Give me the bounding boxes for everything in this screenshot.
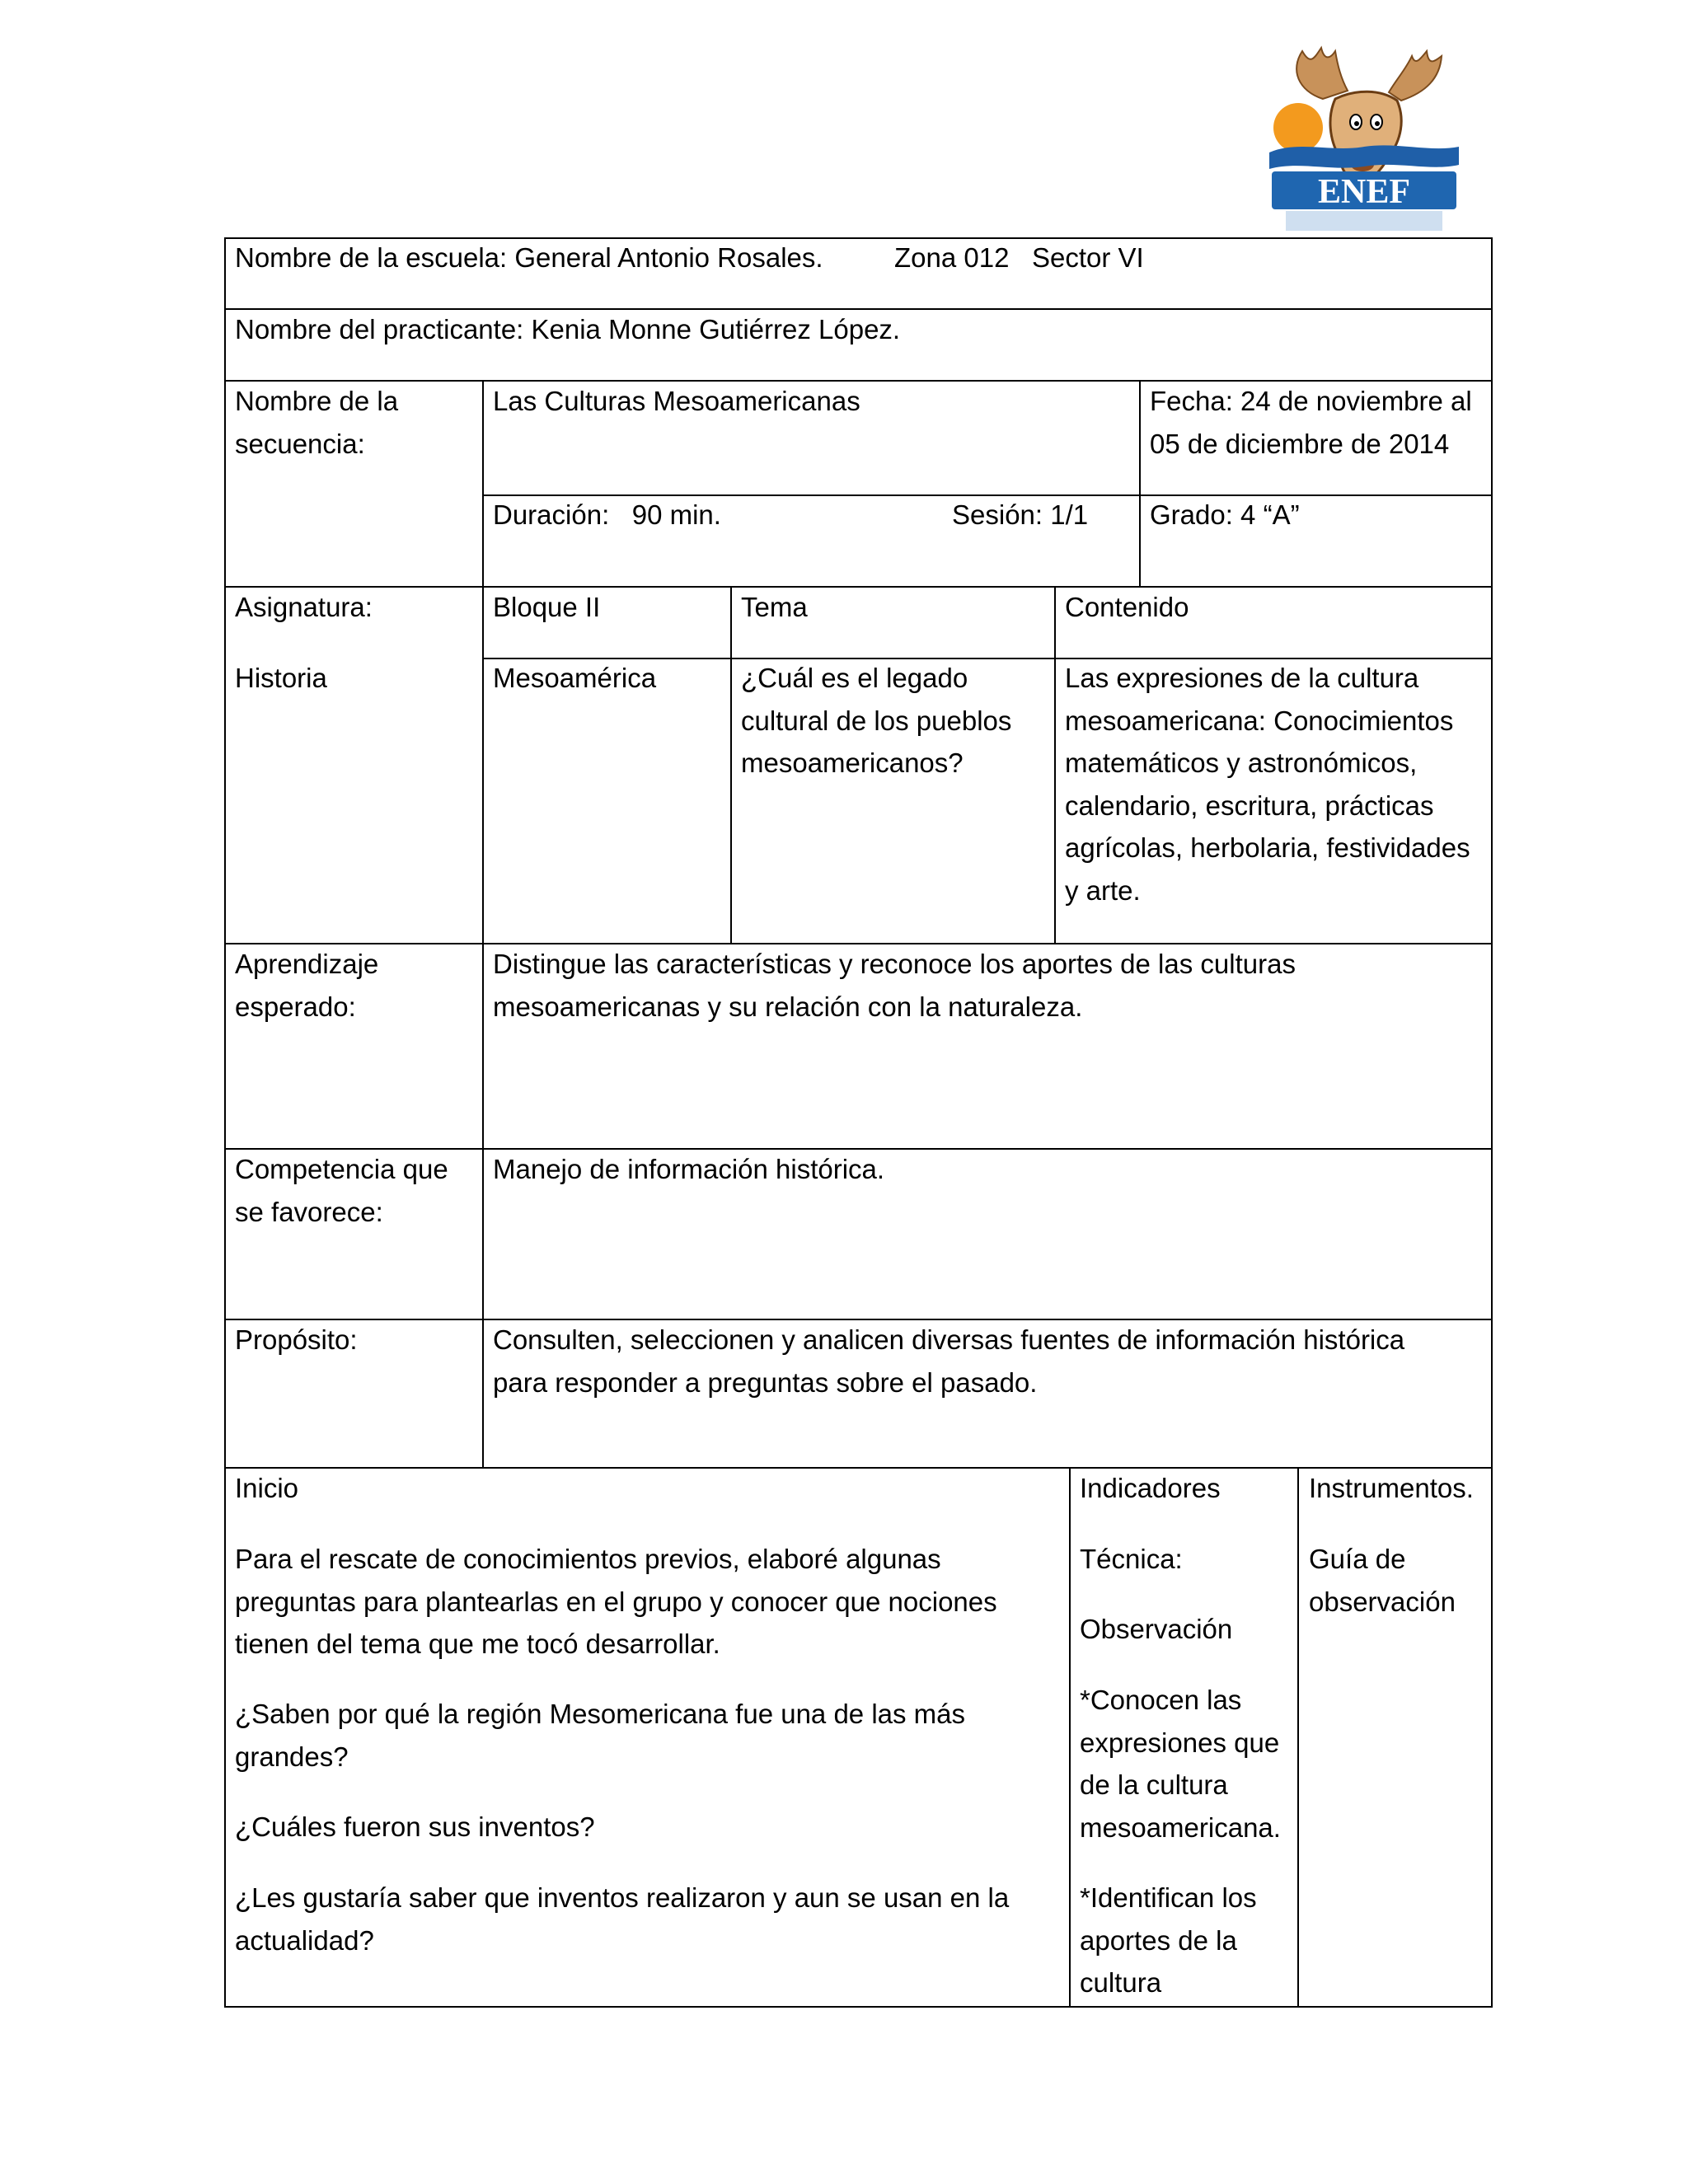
moose-logo-icon <box>1265 41 1463 232</box>
proposito-value: Consulten, seleccionen y analicen diversas fuentes de información histórica para responder a preguntas sobre el pasado. <box>493 1324 1405 1398</box>
aprendizaje-label: Aprendizaje esperado: <box>235 949 379 1022</box>
inicio-question-1: ¿Saben por qué la región Mesomericana fue una de las más grandes? <box>235 1699 966 1772</box>
proposito-label: Propósito: <box>235 1324 358 1355</box>
fecha: Fecha: 24 de noviembre al 05 de diciembre de 2014 <box>1150 386 1472 459</box>
tecnica-label: Técnica: <box>1080 1544 1183 1574</box>
asignatura-value: Historia <box>235 663 327 693</box>
contenido-value: Las expresiones de la cultura mesoamericana: Conocimientos matemáticos y astronómicos, calendario, escritura, prácticas agrícolas, herbolaria, festividades y arte. <box>1065 663 1470 906</box>
tecnica-value: Observación <box>1080 1614 1233 1644</box>
asignatura-label: Asignatura: <box>235 592 373 622</box>
secuencia-name: Las Culturas Mesoamericanas <box>493 386 860 416</box>
competencia-value: Manejo de información histórica. <box>493 1154 885 1184</box>
indicadores-title: Indicadores <box>1080 1473 1221 1503</box>
aprendizaje-value: Distingue las características y reconoce los aportes de las culturas mesoamericanas y su relación con la naturaleza. <box>493 949 1296 1022</box>
indicador-2: *Identifican los aportes de la cultura <box>1080 1882 1257 1998</box>
inicio-title: Inicio <box>235 1473 299 1503</box>
instrumentos-title: Instrumentos. <box>1309 1473 1474 1503</box>
school-name: Nombre de la escuela: General Antonio Rosales. <box>235 242 823 273</box>
practicante-name: Nombre del practicante: Kenia Monne Gutiérrez López. <box>235 314 901 344</box>
secuencia-label: Nombre de la secuencia: <box>235 386 399 459</box>
logo-text: ENEF <box>1317 173 1411 211</box>
zona-sector: Zona 012 Sector VI <box>894 242 1144 273</box>
bloque-header: Bloque II <box>493 592 601 622</box>
inicio-question-2: ¿Cuáles fueron sus inventos? <box>235 1811 595 1842</box>
tema-value: ¿Cuál es el legado cultural de los pueblos mesoamericanos? <box>741 663 1012 778</box>
tema-header: Tema <box>741 592 808 622</box>
indicador-1: *Conocen las expresiones que de la cultura mesoamericana. <box>1080 1685 1281 1843</box>
inicio-paragraph: Para el rescate de conocimientos previos, elaboré algunas preguntas para plantearlas en el grupo y conocer que nociones tienen del tema que me tocó desarrollar. <box>235 1544 997 1659</box>
sesion: Sesión: 1/1 <box>952 499 1089 530</box>
duracion: Duración: 90 min. <box>493 499 721 530</box>
inicio-question-3: ¿Les gustaría saber que inventos realizaron y aun se usan en la actualidad? <box>235 1882 1010 1956</box>
grado: Grado: 4 “A” <box>1150 499 1300 530</box>
competencia-label: Competencia que se favorece: <box>235 1154 448 1227</box>
bloque-value: Mesoamérica <box>493 663 657 693</box>
contenido-header: Contenido <box>1065 592 1189 622</box>
instrumentos-value: Guía de observación <box>1309 1544 1456 1617</box>
